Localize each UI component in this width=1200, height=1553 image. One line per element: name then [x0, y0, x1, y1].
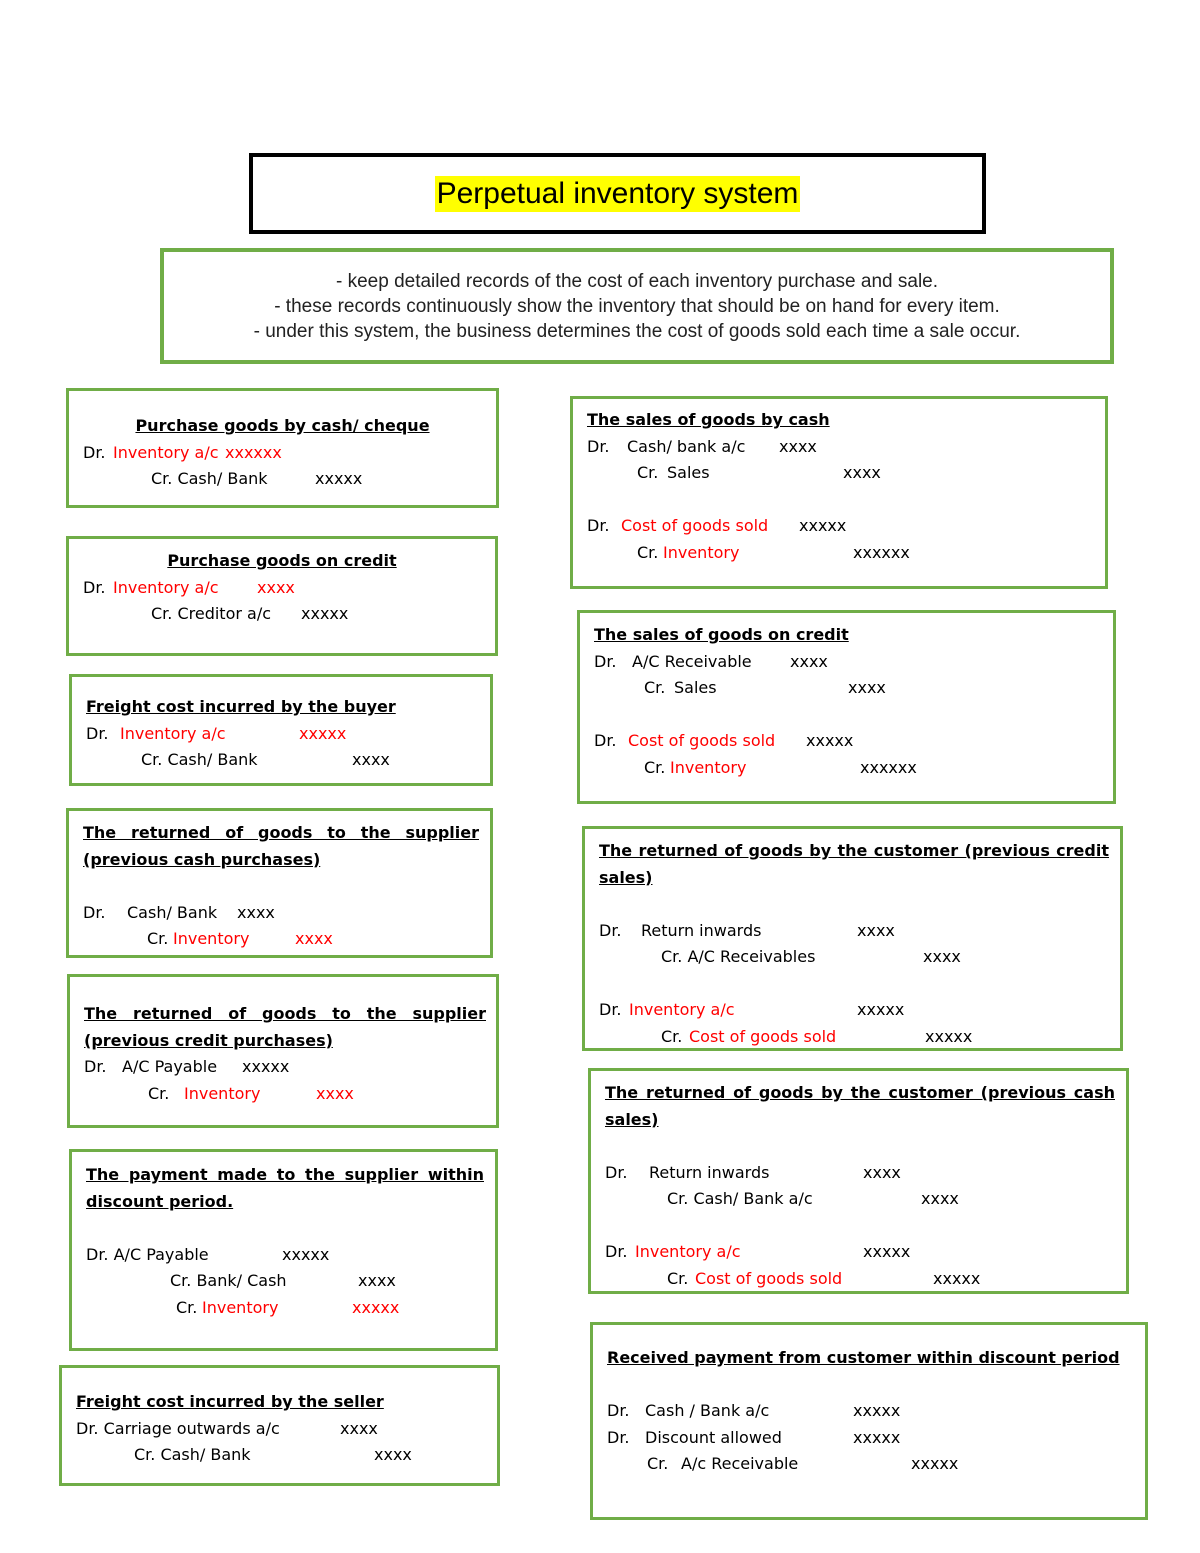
dr-label: Dr. [605, 1242, 628, 1261]
amount: xxxx [848, 678, 886, 697]
entry-return-supplier-credit [67, 974, 499, 1128]
credit-line [83, 466, 482, 493]
amount: xxxxx [925, 1026, 973, 1046]
credit-account: Cr. Cash/ Bank a/c [667, 1189, 813, 1208]
debit-line [594, 649, 1099, 676]
account-name: Inventory a/c [635, 1242, 741, 1261]
debit-line [594, 728, 1099, 755]
account-name: Inventory [173, 929, 250, 948]
credit-account: Cr. A/C Receivables [661, 947, 816, 966]
entry-heading: Purchase goods by cash/ cheque [135, 416, 430, 435]
amount: xxxxx [352, 1297, 400, 1317]
amount: xxxxxx [225, 442, 282, 462]
dr-label: Dr. [83, 442, 106, 462]
account-name: Inventory a/c [113, 442, 219, 462]
amount: xxxxx [933, 1268, 981, 1288]
credit-line [86, 1295, 481, 1322]
amount: xxxx [340, 1418, 378, 1438]
account-name: Inventory a/c [629, 1000, 735, 1019]
debit-line [83, 440, 482, 467]
debit-account: Dr. A/C Payable [86, 1244, 209, 1264]
credit-line [587, 540, 1091, 567]
entry-received-payment-discount [590, 1322, 1148, 1520]
entry-heading: Freight cost incurred by the buyer [86, 697, 396, 716]
account-name: Discount allowed [645, 1427, 782, 1447]
credit-line [599, 944, 1106, 971]
account-name: Inventory a/c [113, 577, 219, 597]
debit-line [86, 1242, 481, 1269]
dr-label: Dr. [594, 731, 617, 750]
amount: xxxxx [799, 516, 847, 535]
account-name: Return inwards [649, 1162, 770, 1182]
entry-heading: Freight cost incurred by the seller [76, 1392, 384, 1411]
entry-payment-supplier-discount [69, 1149, 498, 1351]
cr-label: Cr. [637, 463, 659, 482]
amount: xxxxx [315, 469, 363, 488]
credit-account: Cr. Cash/ Bank [134, 1445, 251, 1464]
amount: xxxxx [863, 1242, 911, 1261]
amount: xxxx [352, 750, 390, 769]
account-name: Inventory [202, 1297, 279, 1317]
cr-label: Cr. [667, 1268, 689, 1288]
credit-line [605, 1186, 1112, 1213]
credit-line [76, 1442, 483, 1469]
amount: xxxx [923, 947, 961, 966]
debit-line [86, 721, 476, 748]
account-name: Sales [674, 678, 717, 697]
entry-purchase-cash [66, 388, 499, 508]
amount: xxxxx [911, 1454, 959, 1473]
debit-line [587, 513, 1091, 540]
account-name: Cash / Bank a/c [645, 1401, 770, 1420]
credit-line [605, 1266, 1112, 1293]
amount: xxxxx [282, 1244, 330, 1264]
amount: xxxx [843, 463, 881, 482]
cr-label: Cr. [148, 1083, 170, 1103]
account-name: Sales [667, 463, 710, 482]
credit-line [83, 601, 481, 628]
debit-line [84, 1054, 482, 1081]
dr-label: Dr. [594, 651, 617, 671]
credit-line [86, 747, 476, 774]
entry-heading: The returned of goods to the supplier (previous credit purchases) [84, 1004, 486, 1050]
debit-line [587, 434, 1091, 461]
entry-return-customer-credit [582, 826, 1123, 1051]
cr-label: Cr. [644, 757, 666, 777]
credit-line [594, 755, 1099, 782]
amount: xxxx [358, 1271, 396, 1290]
debit-line [607, 1425, 1131, 1452]
page-title: Perpetual inventory system [436, 176, 799, 210]
amount: xxxxx [806, 731, 854, 750]
credit-account: Cr. Cash/ Bank [141, 750, 258, 769]
amount: xxxx [295, 929, 333, 948]
cr-label: Cr. [661, 1026, 683, 1046]
credit-account: Cr. Cash/ Bank [151, 469, 268, 488]
entry-sales-credit [577, 610, 1116, 804]
debit-line [599, 997, 1106, 1024]
account-name: Cost of goods sold [628, 731, 776, 750]
dr-label: Dr. [599, 1000, 622, 1019]
dr-label: Dr. [599, 920, 622, 940]
debit-line [83, 900, 476, 927]
credit-line [86, 1268, 481, 1295]
dr-label: Dr. [607, 1427, 630, 1447]
dr-label: Dr. [86, 723, 109, 743]
amount: xxxx [257, 577, 295, 597]
dr-label: Dr. [607, 1401, 630, 1420]
account-name: Inventory a/c [120, 723, 226, 743]
debit-line [605, 1239, 1112, 1266]
amount: xxxxx [857, 1000, 905, 1019]
cr-label: Cr. [147, 929, 169, 948]
debit-line [605, 1160, 1112, 1187]
summary-line: - keep detailed records of the cost of each inventory purchase and sale. [335, 270, 939, 292]
account-name: Inventory [184, 1083, 261, 1103]
dr-label: Dr. [83, 902, 106, 922]
account-name: Cash/ bank a/c [627, 436, 746, 456]
debit-line [599, 918, 1106, 945]
account-name: A/C Receivable [632, 651, 752, 671]
credit-line [594, 675, 1099, 702]
amount: xxxxx [853, 1401, 901, 1420]
account-name: A/c Receivable [681, 1454, 799, 1473]
summary-line: - these records continuously show the inventory that should be on hand for every item. [274, 295, 1000, 317]
cr-label: Cr. [176, 1297, 198, 1317]
cr-label: Cr. [647, 1454, 669, 1473]
amount: xxxx [857, 920, 895, 940]
entry-heading: The returned of goods by the customer (previous cash sales) [605, 1083, 1115, 1129]
credit-line [599, 1024, 1106, 1051]
credit-line [607, 1451, 1131, 1478]
dr-label: Dr. [587, 436, 610, 456]
amount: xxxx [374, 1445, 412, 1464]
dr-label: Dr. [605, 1162, 628, 1182]
amount: xxxxx [242, 1057, 290, 1076]
entry-purchase-credit [66, 536, 498, 656]
entry-freight-buyer [69, 674, 493, 786]
credit-account: Cr. Creditor a/c [151, 604, 272, 623]
entry-heading: The payment made to the supplier within discount period. [86, 1165, 484, 1211]
dr-label: Dr. [587, 516, 610, 535]
title-box [249, 153, 986, 234]
entry-heading: The sales of goods on credit [594, 625, 849, 644]
debit-account: Dr. Carriage outwards a/c [76, 1418, 280, 1438]
entry-heading: The returned of goods by the customer (previous credit sales) [599, 841, 1109, 887]
debit-line [76, 1416, 483, 1443]
credit-line [84, 1081, 482, 1108]
account-name: Cash/ Bank [127, 902, 218, 922]
account-name: A/C Payable [122, 1057, 218, 1076]
entry-sales-cash [570, 396, 1108, 589]
amount: xxxx [316, 1083, 354, 1103]
account-name: Inventory [663, 542, 740, 562]
amount: xxxx [863, 1162, 901, 1182]
amount: xxxxx [299, 723, 347, 743]
dr-label: Dr. [84, 1057, 107, 1076]
cr-label: Cr. [637, 542, 659, 562]
debit-line [607, 1398, 1131, 1425]
entry-heading: The returned of goods to the supplier (previous cash purchases) [83, 823, 479, 869]
credit-account: Cr. Bank/ Cash [170, 1271, 287, 1290]
summary-box [160, 248, 1114, 364]
account-name: Return inwards [641, 920, 762, 940]
entry-return-supplier-cash [66, 808, 493, 958]
entry-heading: Purchase goods on credit [167, 551, 397, 570]
amount: xxxx [779, 436, 817, 456]
entry-freight-seller [59, 1365, 500, 1486]
entry-heading: The sales of goods by cash [587, 410, 830, 429]
account-name: Cost of goods sold [689, 1026, 837, 1046]
amount: xxxxx [853, 1427, 901, 1447]
amount: xxxxxx [853, 542, 910, 562]
account-name: Inventory [670, 757, 747, 777]
amount: xxxx [921, 1189, 959, 1208]
cr-label: Cr. [644, 678, 666, 697]
amount: xxxx [237, 902, 275, 922]
dr-label: Dr. [83, 577, 106, 597]
amount: xxxxxx [860, 757, 917, 777]
amount: xxxx [790, 651, 828, 671]
entry-heading: Received payment from customer within discount period [607, 1348, 1120, 1367]
amount: xxxxx [301, 604, 349, 623]
debit-line [83, 575, 481, 602]
account-name: Cost of goods sold [621, 516, 769, 535]
account-name: Cost of goods sold [695, 1268, 843, 1288]
credit-line [83, 926, 476, 953]
summary-line: - under this system, the business determines the cost of goods sold each time a sale occur. [253, 320, 1021, 342]
credit-line [587, 460, 1091, 487]
entry-return-customer-cash [588, 1068, 1129, 1294]
